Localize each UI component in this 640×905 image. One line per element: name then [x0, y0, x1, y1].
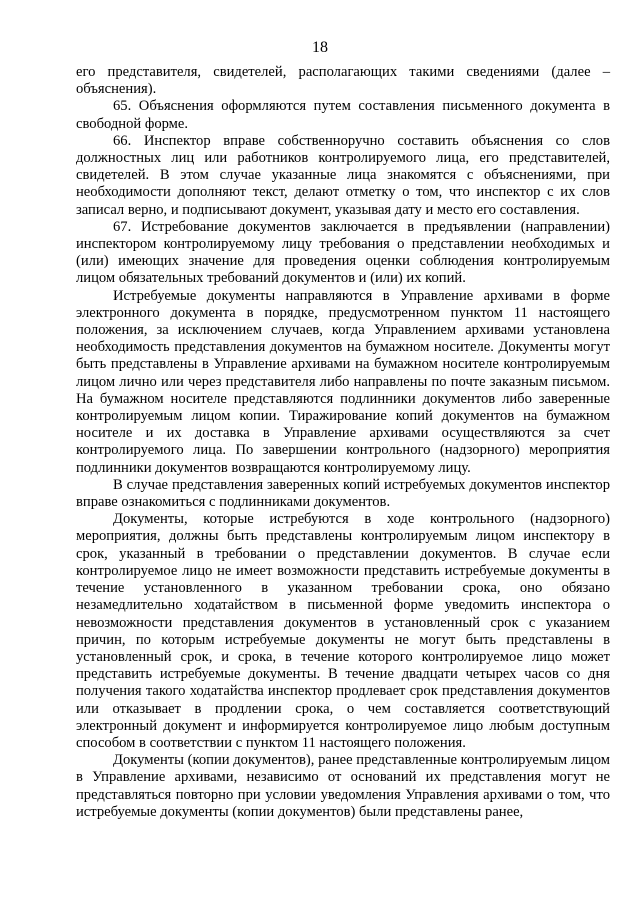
document-body — [76, 64, 610, 821]
page-number: 18 — [312, 39, 328, 56]
paragraph-certified-copies: В случае представления заверенных копий истребуемых документов инспектор вправе ознакомиться с подлинниками документов. — [76, 476, 610, 511]
paragraph-deadline: Документы, которые истребуются в ходе контрольного (надзорного) мероприятия, должны быть представлены контролируемым лицом инспектору в срок, указанный в требовании о представлении документов. В случае если контролируемое лицо не имеет возможности представить истребуемые документы в течение установленного в указанном требовании срока, оно обязано незамедлительно ходатайством в письменной форме уведомить инспектора о невозможности представления документов в установленный срок с указанием причин, по которым истребуемые документы не могут быть представлены в установленный срок, и срока, в течение которого контролируемое лицо может представить истребуемые документы. В течение двадцати четырех часов со дня получения такого ходатайства инспектор продлевает срок представления документов или отказывает в продлении срока, о чем составляется соответствующий электронный документ и информируется контролируемое лицо любым доступным способом в соответствии с пунктом 11 настоящего положения. — [76, 511, 610, 751]
paragraph-documents-submission: Истребуемые документы направляются в Управление архивами в форме электронного документа в порядке, предусмотренном пунктом 11 настоящего положения, за исключением случаев, когда Управлением архивами установлена необходимость представления документов на бумажном носителе. Документы могут быть представлены в Управление архивами на бумажном носителе контролируемым лицом лично или через представителя либо направлены по почте заказным письмом. На бумажном носителе представляются подлинники документов либо заверенные контролируемым лицом копии. Тиражирование копий документов на бумажном носителе и их доставка в Управление архивами осуществляются за счет контролируемого лица. По завершении контрольного (надзорного) мероприятия подлинники документов возвращаются контролируемому лицу. — [76, 287, 610, 476]
paragraph-continuation: его представителя, свидетелей, располагающих такими сведениями (далее – объяснения). — [76, 64, 610, 98]
paragraph-67: 67. Истребование документов заключается в предъявлении (направлении) инспектором контролируемому лицу требования о представлении необходимых и (или) имеющих значение для проведения оценки соблюдения контролируемым лицом обязательных требований документов и (или) их копий. — [76, 218, 610, 287]
paragraph-66: 66. Инспектор вправе собственноручно составить объяснения со слов должностных лиц или работников контролируемого лица, его представителей, свидетелей. В этом случае указанные лица знакомятся с объяснениями, при необходимости дополняют текст, делают отметку о том, что инспектор с их слов записал верно, и подписывают документ, указывая дату и место его составления. — [76, 132, 610, 218]
paragraph-65: 65. Объяснения оформляются путем составления письменного документа в свободной форме. — [76, 98, 610, 132]
paragraph-previously-submitted: Документы (копии документов), ранее представленные контролируемым лицом в Управление архивами, независимо от оснований их представления могут не представляться повторно при условии уведомления Управления архивами о том, что истребуемые документы (копии документов) были представлены ранее, — [76, 752, 610, 820]
